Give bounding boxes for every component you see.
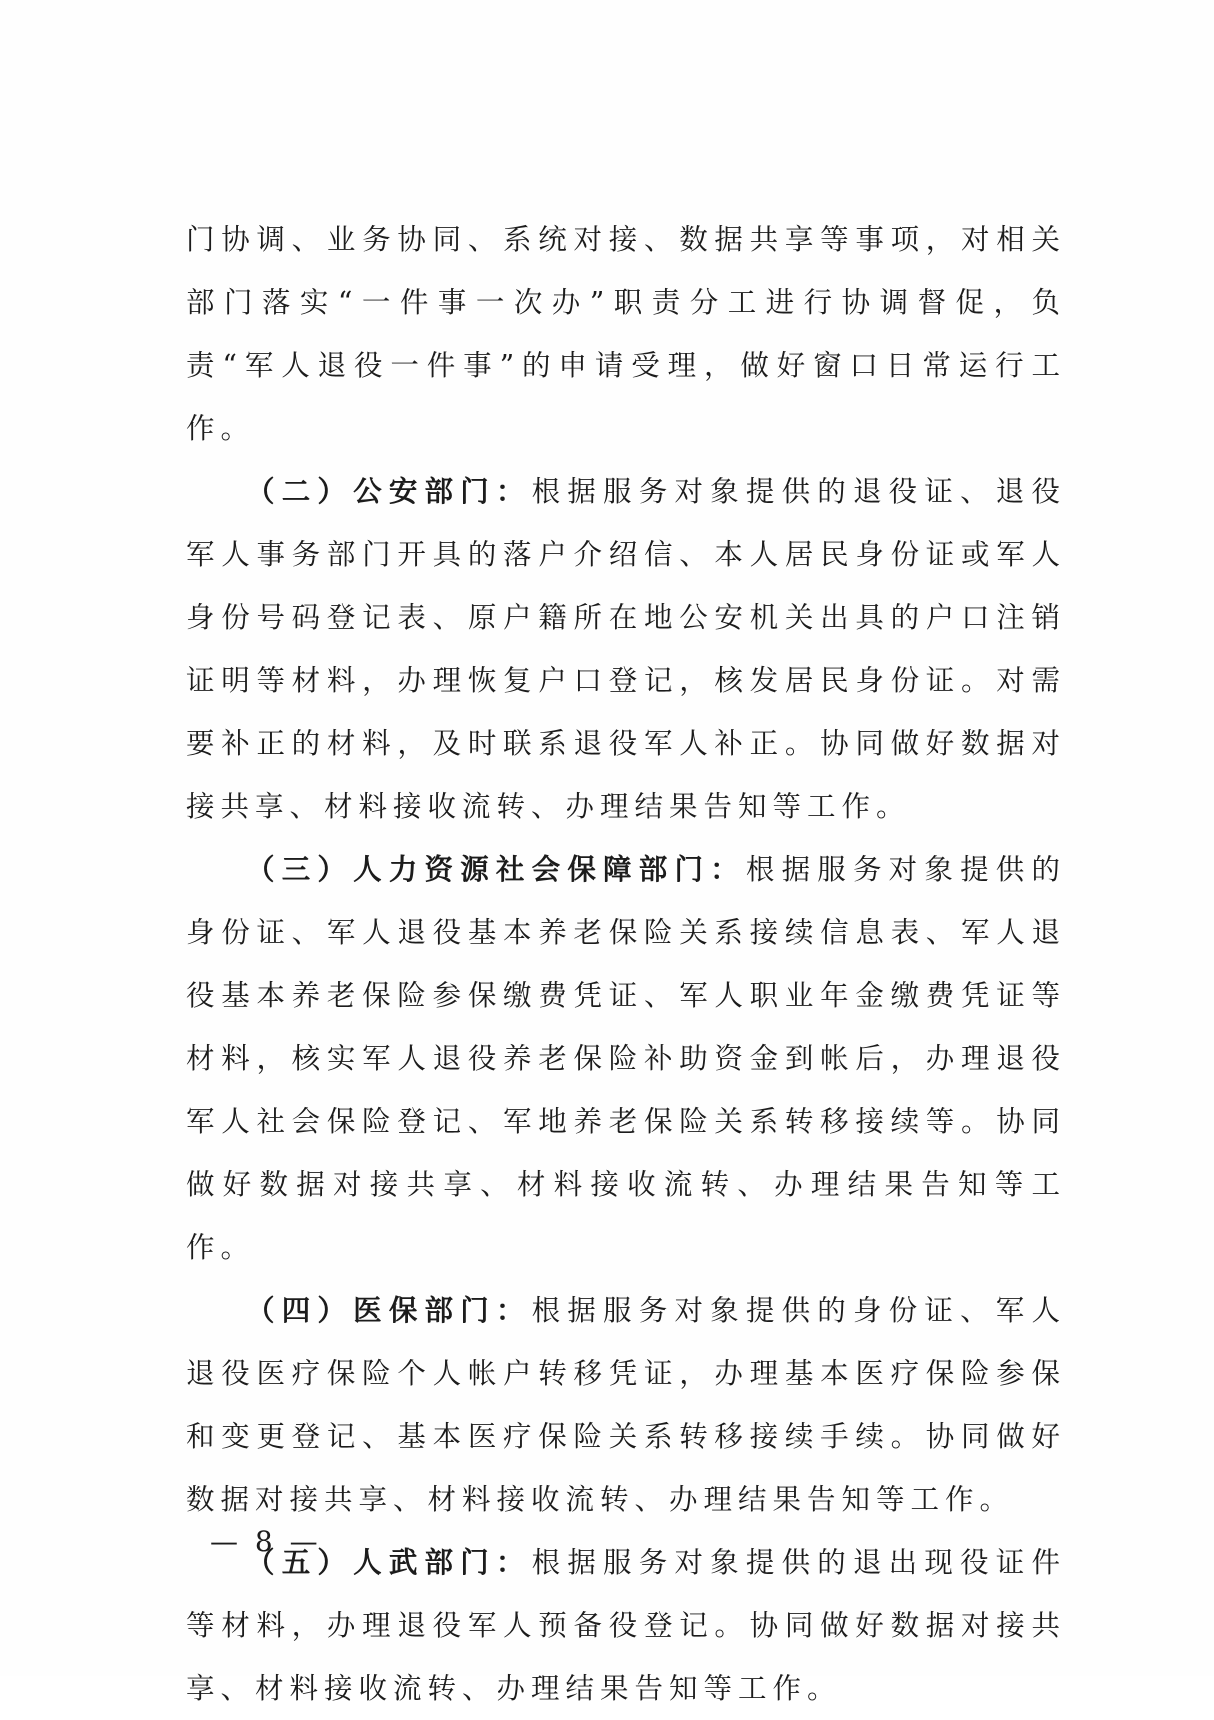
paragraph-continuation [186, 208, 1066, 460]
paragraph-heading: （四）医保部门： [246, 1293, 532, 1327]
paragraph-public-security [186, 460, 1066, 838]
page-number: — 8 — [210, 1525, 322, 1558]
paragraph-text: 根据服务对象提供的退役证、退役军人事务部门开具的落户介绍信、本人居民身份证或军人身份号码登记表、原户籍所在地公安机关出具的户口注销证明等材料，办理恢复户口登记，核发居民身份证。对需要补正的材料，及时联系退役军人补正。协同做好数据对接共享、材料接收流转、办理结果告知等工作。 [186, 475, 1066, 823]
paragraph-armed-forces [186, 1531, 1066, 1720]
document-body [186, 208, 1066, 1720]
paragraph-human-resources [186, 838, 1066, 1279]
paragraph-medical-insurance [186, 1279, 1066, 1531]
paragraph-heading: （三）人力资源社会保障部门： [246, 852, 746, 886]
paragraph-text: 根据服务对象提供的身份证、军人退役医疗保险个人帐户转移凭证，办理基本医疗保险参保和变更登记、基本医疗保险关系转移接续手续。协同做好数据对接共享、材料接收流转、办理结果告知等工作。 [186, 1294, 1066, 1516]
paragraph-text: 根据服务对象提供的身份证、军人退役基本养老保险关系接续信息表、军人退役基本养老保险参保缴费凭证、军人职业年金缴费凭证等材料，核实军人退役养老保险补助资金到帐后，办理退役军人社会保险登记、军地养老保险关系转移接续等。协同做好数据对接共享、材料接收流转、办理结果告知等工作。 [186, 853, 1066, 1264]
paragraph-heading: （五）人武部门： [246, 1545, 532, 1579]
paragraph-heading: （二）公安部门： [246, 474, 532, 508]
paragraph-text: 根据服务对象提供的退出现役证件等材料，办理退役军人预备役登记。协同做好数据对接共享、材料接收流转、办理结果告知等工作。 [186, 1546, 1066, 1705]
paragraph-text: 门协调、业务协同、系统对接、数据共享等事项，对相关部门落实“一件事一次办”职责分工进行协调督促，负责“军人退役一件事”的申请受理，做好窗口日常运行工作。 [186, 223, 1066, 445]
